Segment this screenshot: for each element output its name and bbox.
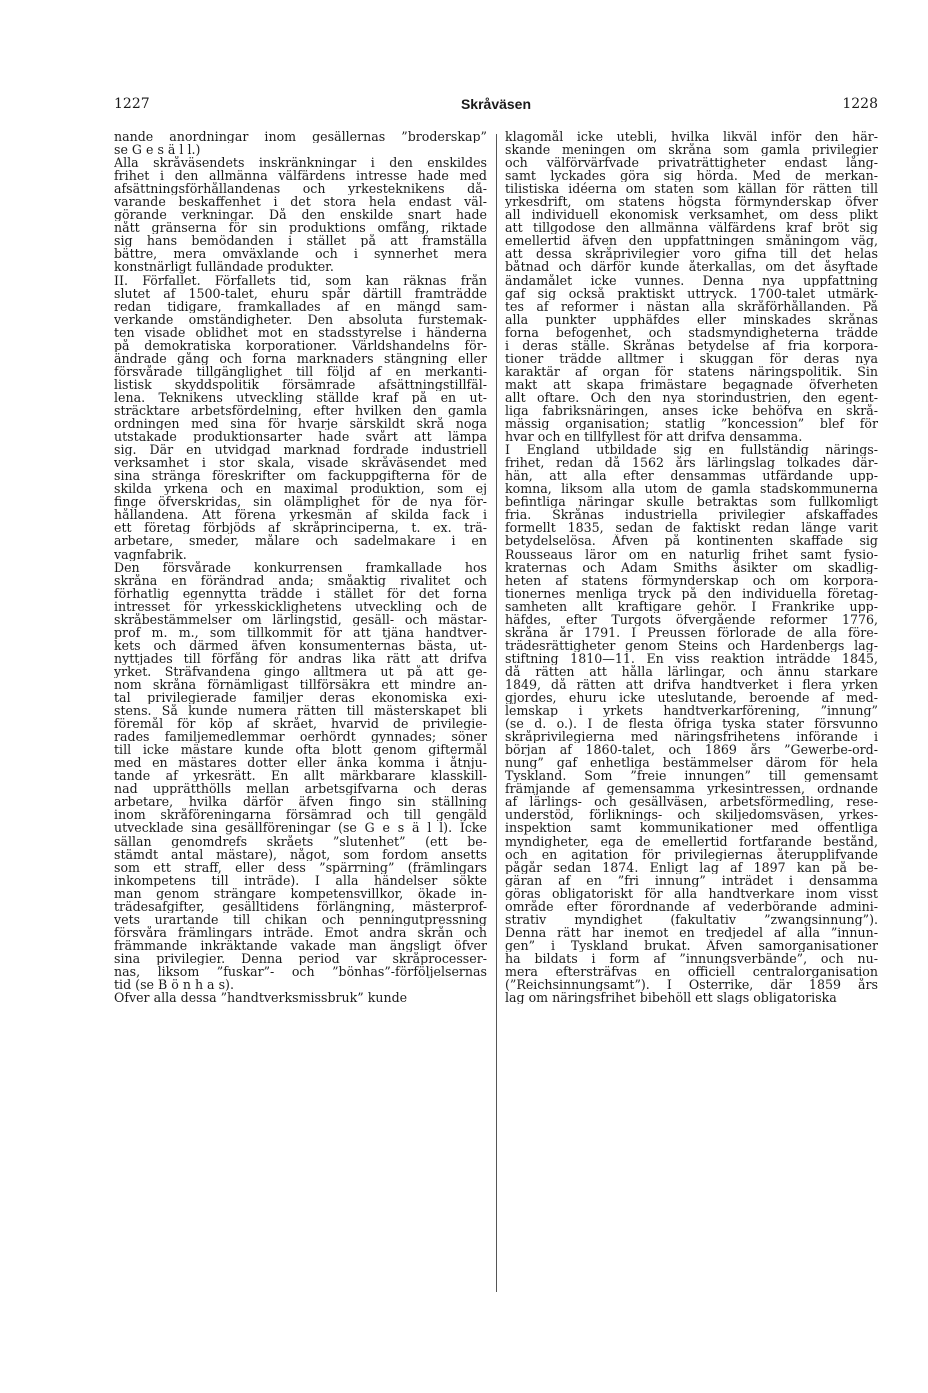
text-line: mässig organisation; statlig ”koncession” blef för [505,417,878,431]
text-line: utvecklade sina gesällföreningar (se G e s ä l l). Icke [114,821,487,835]
text-line: rades familjemedlemmar oerhördt gynnades; söner [114,730,487,744]
text-line: I England utbildade sig en fullständig närings- [505,443,878,457]
text-line: främjande af gemensamma yrkesintressen, ordnande [505,782,878,796]
text-line: verkande omständigheter. Den absoluta furstemak- [114,312,487,326]
text-line: skråna en förändrad anda; småaktig rivalitet och [114,573,487,587]
text-line: (se d. o.). I de flesta öfriga tyska stater försvunno [505,717,878,731]
text-line: af lärlings- och gesällväsen, arbetsförmedling, rese- [505,795,878,809]
text-line: frihet i den allmänna välfärdens intresse hade med [114,169,487,183]
text-line: gen” i Tyskland brukat. Äfven samorganisationer [505,938,878,952]
left-column [114,130,487,1004]
text-line: skråbestämmelser om lärlingstid, gesäll- och mästar- [114,612,487,626]
text-line: makt att skapa frimästare begagnade öfverheten [505,377,878,391]
text-line: sträcktare arbetsfördelning, efter hvilken den gamla [114,403,487,418]
text-line: gaf sig också praktiskt uttryck. 1700-talet utmärk- [505,286,878,300]
text-line: nad upprätthölls mellan arbetsgifvarna och deras [114,782,487,796]
text-line: ordningen med sina för hvarje särskildt skrå noga [114,417,487,431]
text-line: II. Förfallet. Förfallets tid, som kan räknas från [114,273,487,287]
text-line: försvåra främlingars inträde. Emot andra skrån och [114,925,487,939]
text-line: område efter förordnande af vederbörande admini- [505,899,878,913]
text-line: redan tidigare, framkallades af en mängd sam- [114,299,487,313]
text-line: utstakade produktionsarter hade svårt att lämpa [114,430,487,444]
text-line: skråprivilegierna med näringsfrihetens införande i [505,730,878,744]
text-line: ändrade gång och forna marknaders stängning eller [114,351,487,365]
text-line: understöd, förliknings- och skiljedomsväsen, yrkes- [505,808,878,822]
text-line: början af 1860-talet, och 1869 års ”Gewerbe-ord- [505,743,878,757]
text-line: samt lyckades göra sig hörda. Med de merkan- [505,169,878,183]
text-line: ten visade oblidhet mot en stadsstyrelse i händerna [114,325,487,339]
column-divider [496,134,497,1292]
text-line: trädesafgifter, gesälltidens förlängning, mästerprof- [114,899,487,913]
text-line: Den försvårade konkurrensen framkallade hos [114,560,487,574]
text-line: heten af statens förmynderskap och om korpora- [505,573,878,587]
text-line: frihet, redan då 1562 års lärlingslag tolkades där- [505,456,878,470]
text-line: finge öfverskridas, sin olämplighet för de nya för- [114,495,487,509]
text-line: tes af reformer i nästan alla skråförhållanden. På [505,299,878,313]
text-line: kets och därmed äfven konsumenternas bästa, ut- [114,638,487,652]
text-line: vets urartande till chikan och penningutpressning [114,912,487,926]
text-line: Denna rätt har inemot en tredjedel af alla ”innun- [505,925,878,939]
text-line: gjordes, ehuru icke uteslutande, beroende af med- [505,691,878,705]
text-line: nung” gaf enhetliga bestämmelser därom för hela [505,756,878,770]
text-line: arbetare, hvilka därför äfven fingo sin ställning [114,795,487,809]
text-line: och välförvärfvade privaträttigheter endast lång- [505,156,878,170]
text-line: föremål för köp af skrået, hvarvid de privilegie- [114,717,487,731]
text-line: bättre, mera omväxlande och i synnerhet mera [114,247,487,261]
text-line: tilistiska idéerna om staten som källan för rätten till [505,182,878,196]
text-line: Tyskland. Som ”freie innungen” till gemensamt [505,769,878,783]
text-line: liga fabriksnäringen, anses icke behöfva en skrå- [505,403,878,418]
text-line: betydelselösa. Äfven på kontinenten skaffade sig [505,534,878,548]
text-line: försvårade tillgänglighet till följd af en merkanti- [114,364,487,378]
text-line: hän, att alla efter densammas utfärdande upp- [505,469,878,483]
text-line: sina stränga föreskrifter om fackuppgifterna för de [114,469,487,483]
text-line: Alla skråväsendets inskränkningar i den enskildes [114,156,487,170]
text-line: med en mästares dotter eller änka komma i åtnju- [114,756,487,770]
text-line: arbetare, smeder, målare och sadelmakare i en [114,534,487,548]
text-line: nande anordningar inom gesällernas ”broderskap” [114,130,487,144]
text-line: skråna år 1791. I Preussen förlorade de alla före- [505,625,878,639]
text-line: tionernes menliga tryck på den individuella företag- [505,586,878,600]
text-line: nom skråna förnämligast tillförsäkra ett mindre an- [114,677,487,692]
text-line: båtnad och därför kunde återkallas, om det åsyftade [505,260,878,274]
page-number-right: 1228 [842,96,878,112]
text-line: 1849, då rätten att drifva handtverket i flera yrken [505,677,878,692]
text-line: nas, liksom ”fuskar”- och ”bönhas”-förföljelsernas [114,965,487,979]
text-line: sina privilegier. Denna period var skråprocesser- [114,951,487,965]
text-line: stämdt antal mästare), något, som fordom ansetts [114,847,487,861]
text-line: afsättningsförhållandenas och yrkesteknikens då- [114,182,487,196]
text-line: yrket. Sträfvandena gingo alltmera ut på att ge- [114,664,487,678]
text-line: hvar och en tillfyllest för att drifva densamma. [505,430,803,444]
text-line: verksamhet i stor skala, visade skråväsendet med [114,456,487,470]
text-line: strativ myndighet (fakultativ ”zwangsinnung”). [505,912,878,926]
text-line: myndigheter, ega de emellertid fortfarande bestånd, [505,834,878,848]
text-line: Öfver alla dessa ”handtverksmissbruk” kunde [114,991,408,1005]
text-line: sig. Där en utvidgad marknad fordrade industriell [114,443,487,457]
right-column [505,130,878,1004]
text-line: ha bildats i form af ”innungsverbände”, och nu- [505,951,878,965]
text-line: allt oftare. Och den nya storindustrien, den egent- [505,390,878,404]
text-line: ett företag förbjöds af skråprinciperna, t. ex. trä- [114,521,487,535]
text-line: sällan genomdrefs skråets ”slutenhet” (ett be- [114,834,487,848]
text-line: stiftning 1810—11. En viss reaktion inträdde 1845, [505,651,878,665]
text-line: sig hans bemödanden i stället på att framställa [114,234,487,248]
text-line: Rousseaus läror om en naturlig frihet samt fysio- [505,547,878,561]
text-line: (”Reichsinnungsamt”). I Österrike, där 1859 års [505,978,878,992]
text-line: slutet af 1500-talet, ehuru spår därtill framträdde [114,286,487,300]
text-line: formellt 1835, sedan de faktiskt redan länge varit [505,521,878,535]
text-line: att tillgodose den allmänna välfärdens kraf bröt sig [505,221,878,235]
text-line: kraternas och Adam Smiths åsikter om skadlig- [505,560,878,574]
text-line: då rätten att hålla lärlingar, och ännu starkare [505,664,878,678]
text-line: häfdes, efter Turgots öfvergående reformer 1776, [505,612,878,626]
text-line: intresset för yrkesskicklighetens utveckling och de [114,599,487,613]
text-line: yrkesdrift, om statens högsta förmynderskap öfver [505,195,878,209]
text-line: hållandena. Att förena yrkesmän af skilda fack i [114,508,487,522]
text-line: man genom strängare kompetensvillkor, ökade in- [114,886,487,900]
text-line: prof m. m., som tillkommit för att tjäna handtver- [114,625,487,639]
text-line: görande verkningar. Då den enskilde snart hade [114,208,487,222]
text-line: och en agitation för privilegiernas återupplifvande [505,847,878,861]
text-line: gäran af en ”fri innung” inträdet i densamma [505,873,878,887]
text-line: all individuell ekonomisk verksamhet, om dess plikt [505,208,878,222]
text-line: skande meningen om skråna som gamla privilegier [505,143,878,157]
text-line: fria. Skrånas industriella privilegier afskaffades [505,508,878,522]
text-line: stens. Så kunde numera rätten till mästerskapet bli [114,704,487,718]
text-line: varande beskaffenhet i det stora hela endast väl- [114,195,487,209]
page-number-left: 1227 [114,96,150,112]
text-line: till icke mästare kunde ofta blott genom giftermål [114,743,487,757]
text-line: skilda yrkena och en maximal produktion, som ej [114,482,487,496]
text-line: nått gränserna för sin produktions omfång, riktade [114,221,487,235]
text-line: inkompetens till inträde). I alla händelser sökte [114,873,487,887]
text-line: pågår sedan 1874. Enligt lag af 1897 kan på be- [505,860,878,874]
text-line: tid (se B ö n h a s). [114,978,234,992]
text-line: tioner trädde alltmer i skuggan för deras nya [505,351,878,365]
text-line: inspektion samt kommunikationer med offentliga [505,821,878,835]
text-line: klagomål icke utebli, hvilka likväl inför den här- [505,130,878,144]
text-line: nyttjades till förfång för andras lika rätt att drifva [114,651,487,665]
text-line: på demokratiska korporationer. Världshandelns för- [114,338,487,352]
text-line: konstnärligt fulländade produkter. [114,260,334,274]
text-line: göras obligatoriskt för alla handtverkare inom visst [505,886,878,900]
text-line: lena. Teknikens utveckling ställde kraf på en ut- [114,390,487,404]
text-line: forna befogenhet, och stadsmyndigheterna trädde [505,325,878,339]
text-line: listisk skyddspolitik försämrade afsättningstillfäl- [114,377,487,391]
text-line: inom skråföreningarna försämrad och till gengäld [114,808,487,822]
text-line: karaktär af organ för statens näringspolitik. Sin [505,364,878,378]
text-line: komna, liksom alla utom de gamla stadskommunerna [505,482,878,496]
page-header [114,96,878,118]
text-line: se G e s ä l l.) [114,143,201,157]
text-line: alla punkter upphäfdes eller minskades skrånas [505,312,878,326]
running-title: Skråväsen [460,96,532,112]
text-line: att dessa skråprivilegier voro gifna till det helas [505,247,878,261]
text-line: befintliga näringar skulle betraktas som fullkomligt [505,495,878,509]
text-line: samheten allt kraftigare gehör. I Frankrike upp- [505,599,878,613]
text-line: främmande inkräktande vakade man ängsligt öfver [114,938,487,952]
text-line: ändamålet icke vunnes. Denna nya uppfattning [505,273,878,287]
text-line: tande af yrkesrätt. En allt märkbarare klasskill- [114,769,487,783]
text-line: vagnfabrik. [114,547,187,561]
text-line: trädesrättigheter genom Steins och Hardenbergs lag- [505,638,878,652]
text-line: mera eftersträfvas en officiell centralorganisation [505,965,878,979]
text-line: emellertid äfven den uppfattningen småningom väg, [505,234,878,248]
text-line: i deras ställe. Skrånas betydelse af fria korpora- [505,338,878,352]
text-line: tal privilegierade familjer deras ekonomiska exi- [114,691,487,705]
text-line: lag om näringsfrihet bibehöll ett slags obligatoriska [505,991,837,1005]
text-line: som ett straff, eller dess ”spärrning” (främlingars [114,860,487,874]
text-line: förhatlig egennytta trädde i stället för det forna [114,586,487,600]
text-line: lemskap i yrkets handtverkarförening, ”innung” [505,704,878,718]
